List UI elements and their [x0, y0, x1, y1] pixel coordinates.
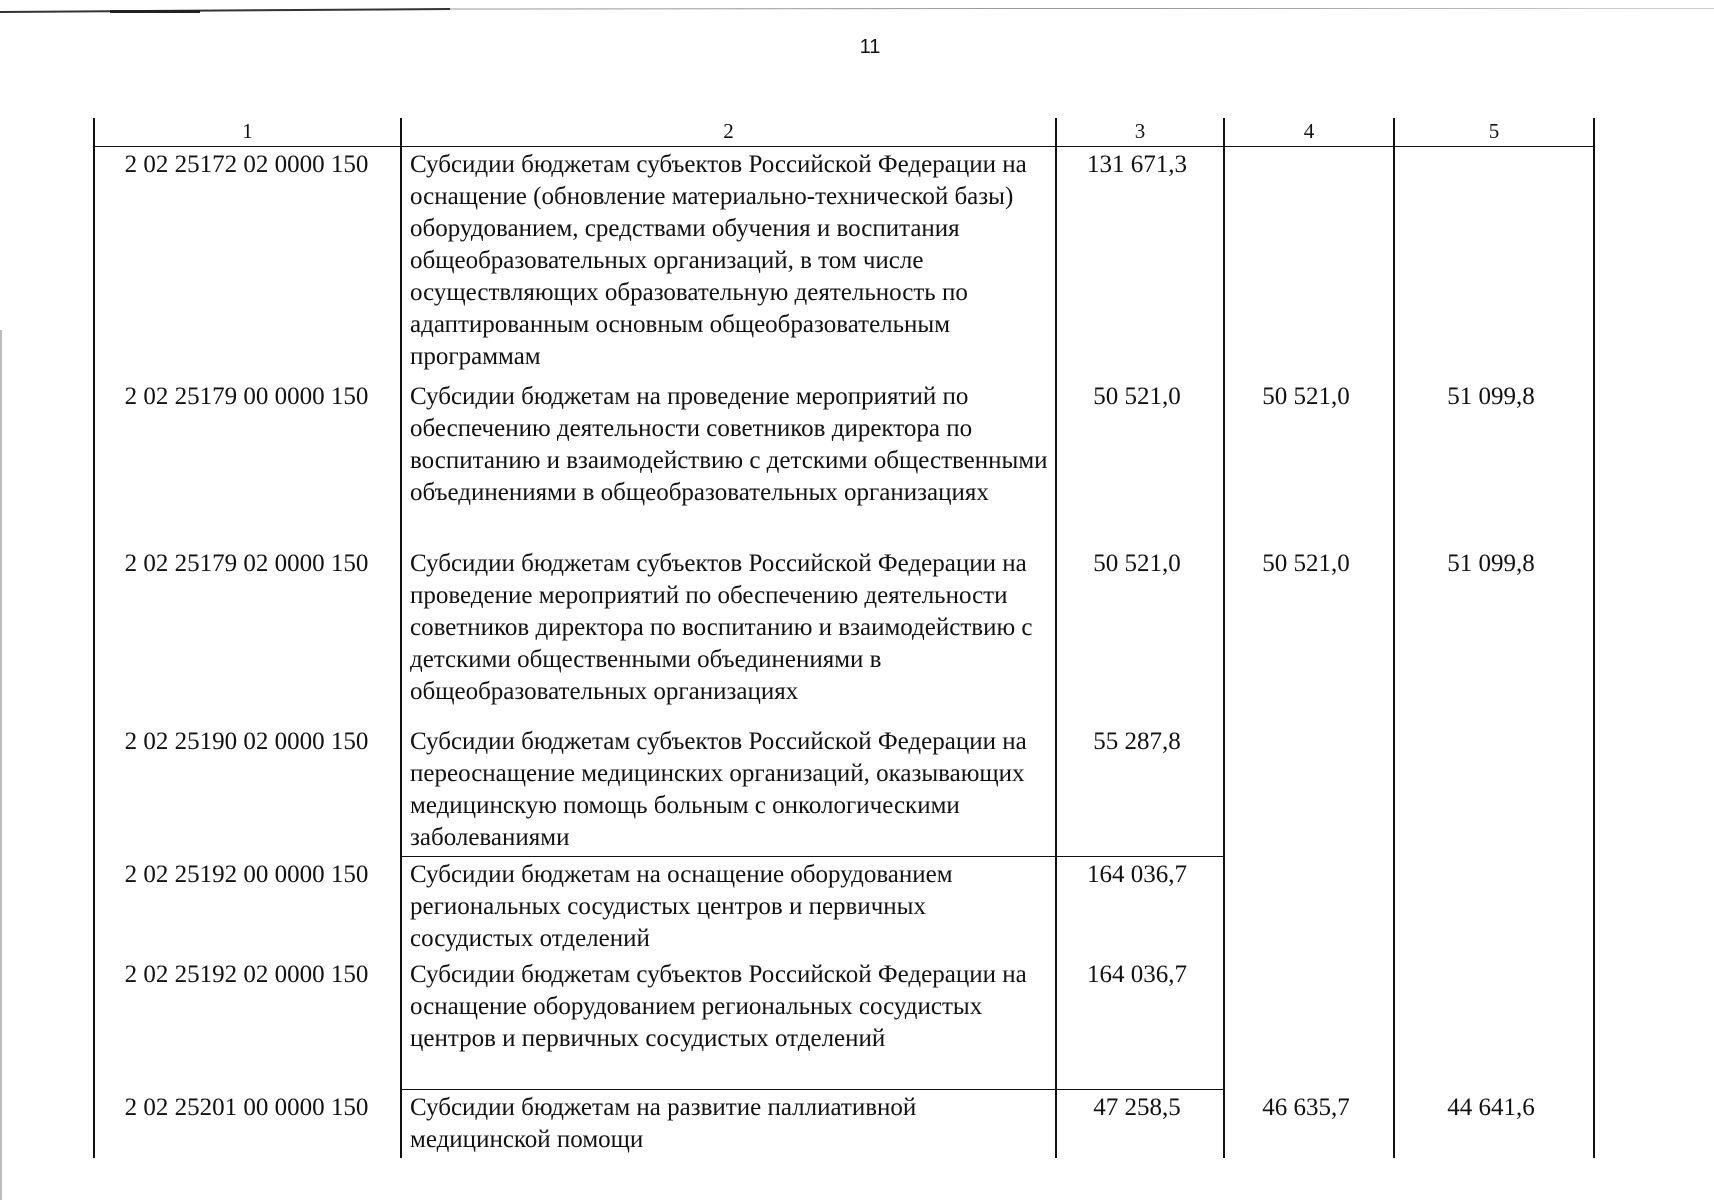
- value-col-4: 50 521,0: [1224, 379, 1394, 546]
- income-name: Субсидии бюджетам на развитие паллиативной медицинской помощи: [401, 1090, 1056, 1159]
- income-code: 2 02 25179 02 0000 150: [94, 546, 401, 724]
- header-col-3: 3: [1056, 118, 1224, 147]
- income-code: 2 02 25201 00 0000 150: [94, 1090, 401, 1159]
- income-name: Субсидии бюджетам субъектов Российской Федерации на оснащение (обновление материально-технической базы) оборудованием, средствами обучения и воспитания общеобразовательных организаций, в том числе осуществляющих образовательную деятельность по адаптированным основным общеобразовательным программам: [401, 147, 1056, 380]
- value-col-4: 50 521,0: [1224, 546, 1394, 724]
- income-name: Субсидии бюджетам на проведение мероприятий по обеспечению деятельности советников директора по воспитанию и взаимодействию с детскими общественными объединениями в общеобразовательных организациях: [401, 379, 1056, 546]
- value-col-5: [1394, 857, 1594, 958]
- scan-edge-top: [0, 8, 1714, 14]
- value-col-3: 164 036,7: [1056, 857, 1224, 958]
- value-col-3: 47 258,5: [1056, 1090, 1224, 1159]
- value-col-5: [1394, 147, 1594, 380]
- income-name: Субсидии бюджетам субъектов Российской Федерации на переоснащение медицинских организаций, оказывающих медицинскую помощь больным с онкологическими заболеваниями: [401, 724, 1056, 857]
- value-col-5: 44 641,6: [1394, 1090, 1594, 1159]
- value-col-3: 164 036,7: [1056, 957, 1224, 1090]
- header-col-1: 1: [94, 118, 401, 147]
- value-col-3: 50 521,0: [1056, 379, 1224, 546]
- header-col-5: 5: [1394, 118, 1594, 147]
- table-row: [94, 957, 1594, 1090]
- income-code: 2 02 25190 02 0000 150: [94, 724, 401, 857]
- table-row: [94, 1090, 1594, 1159]
- table-row: [94, 857, 1594, 958]
- table-row: [94, 546, 1594, 724]
- value-col-5: 51 099,8: [1394, 546, 1594, 724]
- header-col-2: 2: [401, 118, 1056, 147]
- income-name: Субсидии бюджетам на оснащение оборудованием региональных сосудистых центров и первичных сосудистых отделений: [401, 857, 1056, 958]
- scan-edge-left: [0, 330, 8, 1200]
- value-col-4: [1224, 957, 1394, 1090]
- table-row: [94, 379, 1594, 546]
- income-name: Субсидии бюджетам субъектов Российской Федерации на проведение мероприятий по обеспечению деятельности советников директора по воспитанию и взаимодействию с детскими общественными объединениями в общеобразовательных организациях: [401, 546, 1056, 724]
- table-row: [94, 724, 1594, 857]
- table-row: [94, 147, 1594, 380]
- page-number: 11: [859, 36, 881, 58]
- value-col-4: [1224, 147, 1394, 380]
- value-col-4: 46 635,7: [1224, 1090, 1394, 1159]
- income-code: 2 02 25179 00 0000 150: [94, 379, 401, 546]
- income-code: 2 02 25172 02 0000 150: [94, 147, 401, 380]
- budget-table: [93, 118, 1595, 1158]
- value-col-3: 55 287,8: [1056, 724, 1224, 857]
- value-col-4: [1224, 857, 1394, 958]
- value-col-3: 131 671,3: [1056, 147, 1224, 380]
- header-col-4: 4: [1224, 118, 1394, 147]
- value-col-5: [1394, 724, 1594, 857]
- value-col-3: 50 521,0: [1056, 546, 1224, 724]
- income-code: 2 02 25192 02 0000 150: [94, 957, 401, 1090]
- income-name: Субсидии бюджетам субъектов Российской Федерации на оснащение оборудованием региональных сосудистых центров и первичных сосудистых отделений: [401, 957, 1056, 1090]
- value-col-5: 51 099,8: [1394, 379, 1594, 546]
- income-code: 2 02 25192 00 0000 150: [94, 857, 401, 958]
- value-col-5: [1394, 957, 1594, 1090]
- header-row: [94, 118, 1594, 147]
- value-col-4: [1224, 724, 1394, 857]
